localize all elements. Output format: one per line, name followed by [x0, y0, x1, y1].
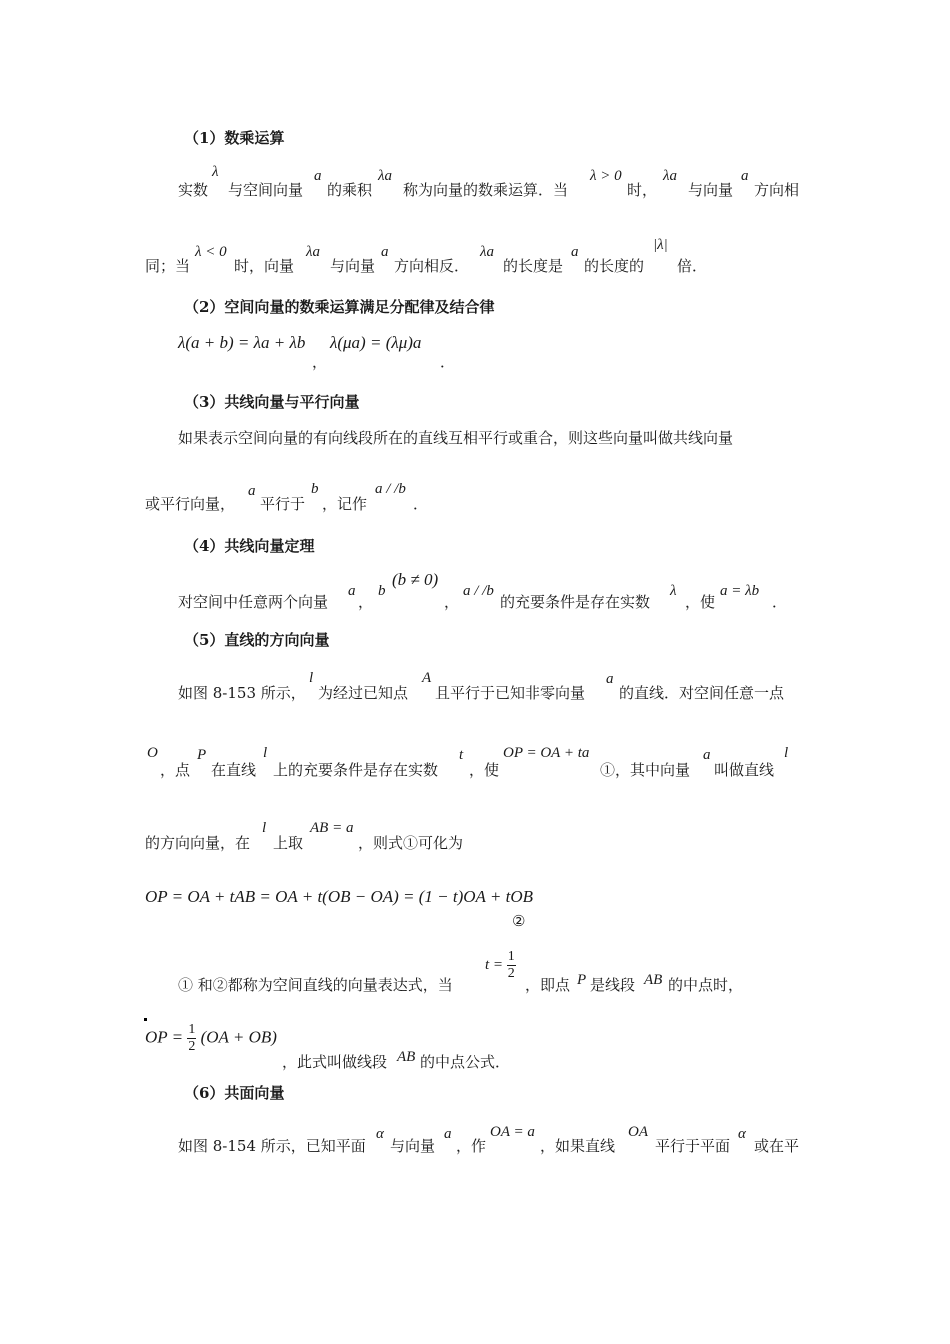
math-a: a	[741, 168, 749, 184]
text: ．	[413, 495, 429, 513]
text: ，此式叫做线段	[282, 1053, 388, 1071]
text: 实数	[178, 181, 209, 199]
text: 对空间中任意两个向量	[178, 593, 329, 611]
formula-distributive: λ(a + b) = λa + λb	[178, 333, 306, 352]
text: 与向量	[688, 181, 734, 199]
text: 称为向量的数乘运算．当	[403, 181, 569, 199]
text: 的中点时，	[668, 976, 744, 994]
text: ①，其中向量	[600, 761, 691, 779]
paragraph-text: 如果表示空间向量的有向线段所在的直线互相平行或重合，则这些向量叫做共线向量	[178, 429, 734, 447]
math-AB-eq-a: AB = a	[310, 820, 354, 836]
text: 平行于	[260, 495, 306, 513]
numerator: 1	[188, 1022, 196, 1037]
text: ① 和②都称为空间直线的向量表达式，当	[178, 976, 453, 994]
text: ，使	[685, 593, 716, 611]
math-lambda-a: λa	[663, 168, 677, 184]
math-l: l	[309, 670, 314, 686]
math-a-parallel-b: a / /b	[463, 583, 494, 599]
text: 且平行于已知非零向量	[435, 684, 586, 702]
fraction-one-half	[187, 1022, 196, 1055]
text: 或在平	[754, 1137, 800, 1155]
text: 同；当	[145, 257, 191, 275]
math-A: A	[422, 670, 432, 686]
text: ，如果直线	[540, 1137, 616, 1155]
math-t: t	[459, 747, 464, 763]
text: 方向相	[754, 181, 800, 199]
math-a: a	[703, 747, 711, 763]
text: 在直线	[211, 761, 257, 779]
text: 或平行向量，	[145, 495, 236, 513]
numerator: 1	[507, 949, 515, 964]
math-lambda-gt-0: λ > 0	[590, 168, 622, 184]
section-5-heading: （5）直线的方向向量	[184, 631, 330, 649]
text: 如图 8-154 所示，已知平面	[178, 1137, 366, 1155]
text: 的长度是	[503, 257, 564, 275]
math-l: l	[263, 745, 268, 761]
math-lambda-a: λa	[378, 168, 392, 184]
text: ，作	[456, 1137, 487, 1155]
text: 方向相反．	[394, 257, 470, 275]
math-alpha: α	[738, 1126, 746, 1142]
denominator: 2	[188, 1039, 196, 1054]
fraction-one-half	[507, 949, 516, 982]
math-P: P	[577, 972, 587, 988]
text: 上取	[273, 834, 304, 852]
math-O: O	[147, 745, 158, 761]
text: 叫做直线	[714, 761, 775, 779]
formula-associative: λ(μa) = (λμ)a	[330, 333, 422, 352]
text: 是线段	[590, 976, 636, 994]
text: 的中点公式．	[420, 1053, 511, 1071]
math-line-equation: OP = OA + ta	[503, 745, 590, 761]
math-op-eq: OP =	[145, 1027, 184, 1047]
text: 如图 8-153 所示，	[178, 684, 306, 702]
text: ．	[440, 353, 456, 371]
math-lambda-a: λa	[306, 244, 320, 260]
bullet-dot	[144, 1018, 147, 1021]
text: ，记作	[322, 495, 368, 513]
text: 的充要条件是存在实数	[500, 593, 651, 611]
math-alpha: α	[376, 1126, 384, 1142]
math-l: l	[262, 820, 267, 836]
math-expanded-equation: OP = OA + tAB = OA + t(OB − OA) = (1 − t)OA + tOB	[145, 887, 533, 906]
text: 为经过已知点	[318, 684, 409, 702]
section-6-heading: （6）共面向量	[184, 1084, 285, 1102]
math-lambda-a: λa	[480, 244, 494, 260]
text: 的直线．对空间任意一点	[619, 684, 785, 702]
section-1-heading: （1）数乘运算	[184, 129, 285, 147]
text: 与空间向量	[228, 181, 304, 199]
text: 的方向向量，在	[145, 834, 251, 852]
text: ，点	[160, 761, 191, 779]
math-b-nonzero: (b ≠ 0)	[392, 570, 439, 589]
math-OA: OA	[628, 1124, 648, 1140]
text: ，	[358, 593, 374, 611]
text: ，则式①可化为	[358, 834, 464, 852]
text: 与向量	[330, 257, 376, 275]
text: 上的充要条件是存在实数	[273, 761, 439, 779]
text: 的长度的	[584, 257, 645, 275]
math-oa-plus-ob: (OA + OB)	[200, 1027, 277, 1047]
math-a: a	[444, 1126, 452, 1142]
math-a: a	[314, 168, 322, 184]
math-a-eq-lambda-b: a = λb	[720, 583, 760, 599]
math-P: P	[197, 747, 207, 763]
math-l: l	[784, 745, 789, 761]
math-a: a	[571, 244, 579, 260]
section-2-heading: （2）空间向量的数乘运算满足分配律及结合律	[184, 298, 495, 316]
text: ，即点	[525, 976, 571, 994]
text: 时，	[627, 181, 658, 199]
text: ．	[772, 593, 788, 611]
math-OA-eq-a: OA = a	[490, 1124, 535, 1140]
math-a: a	[381, 244, 389, 260]
section-3-heading: （3）共线向量与平行向量	[184, 393, 360, 411]
text: 的乘积	[327, 181, 373, 199]
math-midpoint-formula	[145, 1022, 277, 1055]
math-a: a	[348, 583, 356, 599]
math-lambda-lt-0: λ < 0	[195, 244, 227, 260]
math-a-parallel-b: a / /b	[375, 481, 406, 497]
text: ，	[312, 353, 328, 371]
text: ，使	[469, 761, 500, 779]
math-AB: AB	[644, 972, 663, 988]
equation-number-2: ②	[512, 912, 526, 930]
math-AB: AB	[397, 1049, 416, 1065]
math-lambda: λ	[212, 164, 219, 180]
text: 时，向量	[234, 257, 295, 275]
text: 与向量	[390, 1137, 436, 1155]
math-t-eq-half	[485, 949, 516, 982]
text: ，	[444, 593, 460, 611]
denominator: 2	[507, 966, 515, 981]
math-b: b	[311, 481, 319, 497]
math-a: a	[248, 483, 256, 499]
math-t-eq: t =	[485, 956, 504, 973]
text: 倍．	[677, 257, 708, 275]
section-4-heading: （4）共线向量定理	[184, 537, 315, 555]
math-a: a	[606, 671, 614, 687]
math-b: b	[378, 583, 386, 599]
math-lambda: λ	[670, 583, 677, 599]
text: 平行于平面	[655, 1137, 731, 1155]
math-abs-lambda: |λ|	[653, 237, 668, 253]
